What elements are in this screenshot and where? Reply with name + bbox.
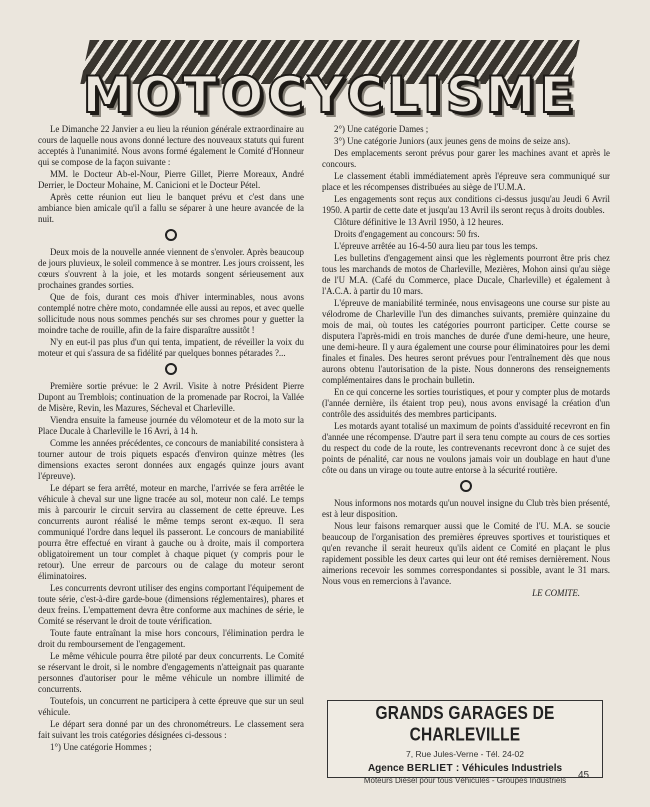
separator-circle-icon: [165, 229, 177, 241]
paragraph: Les bulletins d'engagement ainsi que les règlements pourront être pris chez tous les marchands de motos de Charleville, Mezières, Mohon ainsi qu'au siège de l'U M.A. (Café du Commerce, place Ducale, Charleville) et également à l'A.C.A. à partir du 10 mars.: [322, 253, 610, 296]
paragraph: Nous informons nos motards qu'un nouvel insigne du Club très bien présenté, est à leur disposition.: [322, 498, 610, 519]
ad-agency-name: BERLIET: [406, 763, 454, 774]
paragraph: L'épreuve de maniabilité terminée, nous envisageons une course sur piste au vélodrome de Charleville l'un des dimanches suivants, première quinzaine du mois de mai, où toutes les catégories pourront participer. Cette course se disputera l'après-midi en trois manches de durée d'une demi-heure, une heure, une demi-heure. Il y aura également une course pour éliminatoires pour les demi finales et finales. Des heures seront prévues pour l'entraînement dès que nous aurons obtenu l'autorisation de la piste. Nous donnerons des renseignements complémentaires dans le prochain bulletin.: [322, 298, 610, 385]
ad-agency-suffix: : Véhicules Industriels: [455, 763, 563, 774]
paragraph: Le Dimanche 22 Janvier a eu lieu la réunion générale extraordinaire au cours de laquelle nous avons donné lecture des nouveaux statuts qui furent acceptés à l'unanimité. Nous avons formé également le Comité d'Honneur qui se compose de la façon suivante :: [38, 124, 304, 167]
paragraph: Toute faute entraînant la mise hors concours, l'élimination perdra le droit du remboursement de l'engagement.: [38, 628, 304, 649]
masthead: [70, 30, 590, 124]
paragraph: Deux mois de la nouvelle année viennent de s'envoler. Après beaucoup de jours pluvieux, le soleil commence à se montrer. Les jours croissent, les cœurs s'ouvrent à la joie, et les motards songent sérieusement aux prochaines grandes sorties.: [38, 247, 304, 290]
paragraph: Les engagements sont reçus aux conditions ci-dessus jusqu'au Jeudi 6 Avril 1950. A partir de cette date et jusqu'au 13 Avril ils seront reçus à droits doubles.: [322, 194, 610, 215]
paragraph: Le même véhicule pourra être piloté par deux concurrents. Le Comité se réservant le droit, si le nombre d'engagements n'atteignait pas quarante personnes d'autoriser pour le même véhicule un nombre illimité de concurrents.: [38, 651, 304, 694]
paragraph: Le départ se fera arrêté, moteur en marche, l'arrivée se fera arrêtée le véhicule à cheval sur une ligne tracée au sol, moteur non calé. Le temps mis à parcourir le circuit servira au classement de cette épreuve. Les concurrents auront réalisé le même temps seront ex-æquo. Il sera communiqué l'ordre dans lequel ils passeront. Le concours de maniabilité pourra être effectué en virant à gauche ou à droite, mais il comportera obligatoirement un tour complet à chaque piquet (y compris pour le retour). Une erreur de parcours ou de calage du moteur seront éliminatoires.: [38, 483, 304, 581]
paragraph: L'épreuve arrêtée au 16-4-50 aura lieu par tous les temps.: [334, 241, 538, 251]
paragraph: Que de fois, durant ces mois d'hiver interminables, nous avons contemplé notre chère moto, condamnée elle aussi au repos, et avec quelle sollicitude nous nous sommes penchés sur ses chromes pour y guetter la moindre tache de rouille, afin de la faire disparaître aussitôt !: [38, 292, 304, 335]
right-column: [322, 124, 610, 599]
paragraph: Comme les années précédentes, ce concours de maniabilité consistera à tourner autour de trois piquets espacés d'environ quinze mètres (les dimensions exactes seront données aux engagés quinze jours avant l'épreuve).: [38, 438, 304, 481]
paragraph: Le départ sera donné par un des chronométreurs. Le classement sera fait suivant les trois catégories désignées ci-dessous :: [38, 719, 304, 740]
page-number: 45: [578, 770, 590, 781]
paragraph: N'y en eut-il pas plus d'un qui tenta, impatient, de réveiller la voix du moteur et qui s'assura de sa fidélité par quelques bonnes pétarades ?...: [38, 337, 304, 358]
ad-agency-prefix: Agence: [367, 763, 405, 774]
paragraph: Droits d'engagement au concours: 50 frs.: [334, 229, 480, 239]
paragraph: Le classement établi immédiatement après l'épreuve sera communiqué sur place et les récompenses distribuées au siège de l'U.M.A.: [322, 171, 610, 192]
paragraph: Après cette réunion eut lieu le banquet prévu et c'est dans une ambiance bien amicale qu'il a fallu se séparer à une heure avancée de la nuit.: [38, 192, 304, 224]
paragraph: Clôture définitive le 13 Avril 1950, à 12 heures.: [334, 217, 504, 227]
left-column: [38, 124, 304, 754]
paragraph: En ce qui concerne les sorties touristiques, et pour y compter plus de motards (l'année dernière, ils étaient trop peu), nous avons envisagé la création d'un contrôle des assiduités des membres participants.: [322, 387, 610, 419]
list-item: 3°) Une catégorie Juniors (aux jeunes gens de moins de seize ans).: [334, 136, 571, 146]
paragraph: Des emplacements seront prévus pour garer les machines avant et après le concours.: [322, 148, 610, 169]
paragraph: Viendra ensuite la fameuse journée du vélomoteur et de la moto sur la Place Ducale à Charleville le 16 Avri, à 14 h.: [38, 415, 304, 436]
advertisement-box: [327, 700, 603, 785]
page-title: MOTOCYCLISME: [82, 66, 578, 124]
paragraph: Toutefois, un concurrent ne participera à cette épreuve que sur un seul véhicule.: [38, 696, 304, 717]
paragraph: MM. le Docteur Ab-el-Nour, Pierre Gillet, Pierre Moreaux, André Derrier, le Docteur Mohaine, M. Canicioni et le Docteur Pétel.: [38, 169, 304, 190]
ad-address: 7, Rue Jules-Verne - Tél. 24-02: [406, 749, 524, 759]
paragraph: Première sortie prévue: le 2 Avril. Visite à notre Président Pierre Dupont au Tremblois; continuation de la promenade par Rocroi, la Vallée de Misère, Revin, les Mazures, Sécheval et Charleville.: [38, 381, 304, 413]
ad-title: GRANDS GARAGES DE CHARLEVILLE: [375, 703, 555, 746]
ad-motors-line: Moteurs Diesel pour tous Véhicules - Groupes Industriels: [363, 776, 567, 785]
list-item: 1°) Une catégorie Hommes ;: [50, 742, 152, 752]
paragraph: Nous leur faisons remarquer aussi que le Comité de l'U. M.A. se soucie beaucoup de l'organisation des premières épreuves sportives et touristiques et qu'en revanche il serait heureux qu'ils aident ce Comité en plaçant le plus rapidement possible les deux cartes qui leur ont été remises dernièrement. Nous aimerions recevoir les sommes correspondantes si possible, avant le 31 mars. Nous vous en remercions à l'avance.: [322, 521, 610, 586]
separator-circle-icon: [460, 480, 472, 492]
paragraph: Les motards ayant totalisé un maximum de points d'assiduité recevront en fin d'année une récompense. D'autre part il sera tenu compte au cours de ces sorties du respect du code de la route, les contrevenants recevront donc à ce sujet des points de pénalité, car nous ne voulons jamais voir un doublage en haut d'une côte ou dans un virage ou toute autre entorse à la sécurité routière.: [322, 421, 610, 475]
separator-circle-icon: [165, 363, 177, 375]
signature: LE COMITE.: [532, 588, 580, 598]
list-item: 2°) Une catégorie Dames ;: [334, 124, 429, 134]
ad-agency-line: [328, 763, 602, 774]
paragraph: Les concurrents devront utiliser des engins comportant l'équipement de toute série, c'est-à-dire garde-boue (dimensions réglementaires), phares et deux freins. L'empattement devra être conforme aux machines de série, le Comité se réservant le droit de toute vérification.: [38, 583, 304, 626]
